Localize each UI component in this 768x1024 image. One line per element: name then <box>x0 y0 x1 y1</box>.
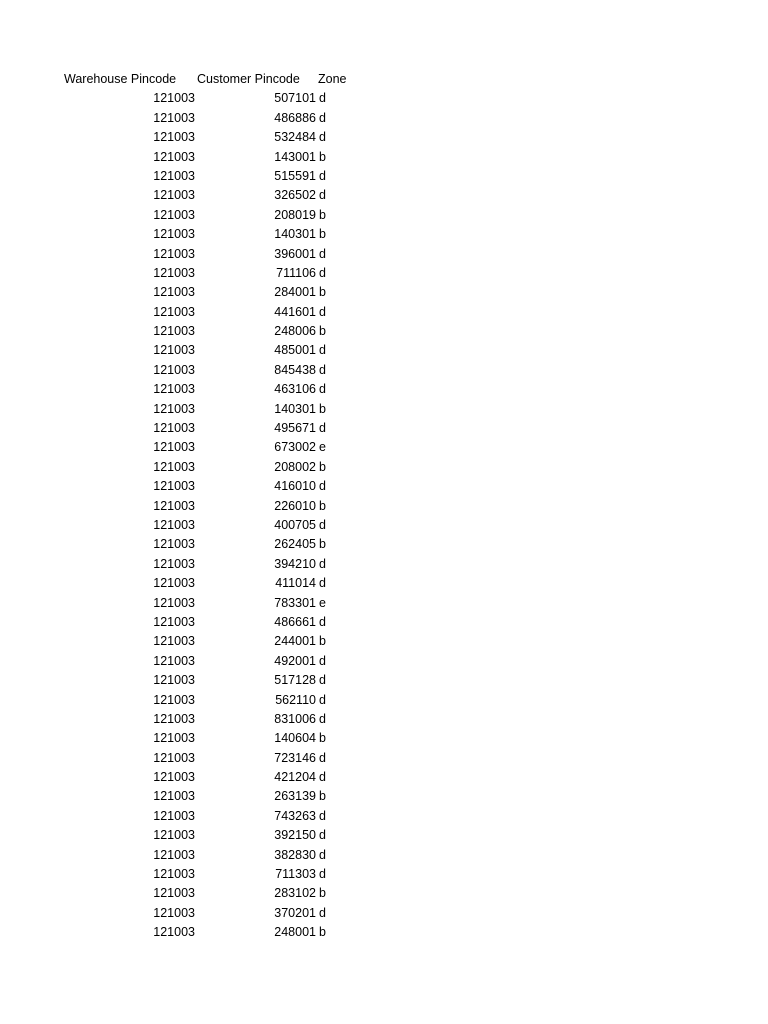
table-row <box>0 923 768 942</box>
table-row <box>0 535 768 554</box>
table-row <box>0 148 768 167</box>
customer-pincode-cell: 532484 <box>274 130 316 145</box>
warehouse-pincode-cell: 121003 <box>153 91 195 106</box>
table-row <box>0 167 768 186</box>
customer-pincode-cell: 517128 <box>274 673 316 688</box>
zone-cell: d <box>319 711 326 726</box>
table-row <box>0 303 768 322</box>
zone-cell: b <box>319 227 326 242</box>
warehouse-pincode-cell: 121003 <box>153 149 195 164</box>
zone-cell: d <box>319 130 326 145</box>
zone-cell: d <box>319 421 326 436</box>
table-row <box>0 419 768 438</box>
zone-cell: d <box>319 653 326 668</box>
zone-cell: b <box>319 925 326 940</box>
warehouse-pincode-cell: 121003 <box>153 905 195 920</box>
zone-cell: d <box>319 188 326 203</box>
table-row <box>0 749 768 768</box>
warehouse-pincode-cell: 121003 <box>153 867 195 882</box>
warehouse-pincode-cell: 121003 <box>153 362 195 377</box>
zone-cell: d <box>319 692 326 707</box>
zone-cell: b <box>319 285 326 300</box>
warehouse-pincode-cell: 121003 <box>153 576 195 591</box>
table-row <box>0 710 768 729</box>
table-row <box>0 477 768 496</box>
table-row <box>0 652 768 671</box>
warehouse-pincode-cell: 121003 <box>153 459 195 474</box>
warehouse-pincode-cell: 121003 <box>153 614 195 629</box>
customer-pincode-cell: 673002 <box>274 440 316 455</box>
customer-pincode-cell: 394210 <box>274 556 316 571</box>
customer-pincode-cell: 831006 <box>274 711 316 726</box>
warehouse-pincode-cell: 121003 <box>153 421 195 436</box>
table-row <box>0 768 768 787</box>
warehouse-pincode-cell: 121003 <box>153 731 195 746</box>
customer-pincode-cell: 392150 <box>274 828 316 843</box>
zone-cell: d <box>319 168 326 183</box>
zone-cell: e <box>319 440 326 455</box>
customer-pincode-cell: 495671 <box>274 421 316 436</box>
customer-pincode-cell: 507101 <box>274 91 316 106</box>
customer-pincode-cell: 783301 <box>274 595 316 610</box>
zone-cell: b <box>319 324 326 339</box>
warehouse-pincode-cell: 121003 <box>153 653 195 668</box>
customer-pincode-cell: 263139 <box>274 789 316 804</box>
customer-pincode-cell: 441601 <box>274 304 316 319</box>
warehouse-pincode-cell: 121003 <box>153 285 195 300</box>
zone-cell: d <box>319 479 326 494</box>
warehouse-pincode-cell: 121003 <box>153 517 195 532</box>
zone-cell: b <box>319 207 326 222</box>
zone-cell: d <box>319 673 326 688</box>
zone-cell: d <box>319 343 326 358</box>
zone-cell: d <box>319 517 326 532</box>
table-row <box>0 89 768 108</box>
warehouse-pincode-cell: 121003 <box>153 886 195 901</box>
table-row <box>0 787 768 806</box>
warehouse-pincode-cell: 121003 <box>153 537 195 552</box>
table-row <box>0 846 768 865</box>
warehouse-pincode-cell: 121003 <box>153 673 195 688</box>
header-customer-pincode: Customer Pincode <box>197 72 300 86</box>
table-row <box>0 671 768 690</box>
warehouse-pincode-cell: 121003 <box>153 789 195 804</box>
customer-pincode-cell: 486661 <box>274 614 316 629</box>
customer-pincode-cell: 140301 <box>274 401 316 416</box>
zone-cell: d <box>319 362 326 377</box>
zone-cell: d <box>319 382 326 397</box>
zone-cell: d <box>319 847 326 862</box>
customer-pincode-cell: 711303 <box>275 867 316 882</box>
customer-pincode-cell: 400705 <box>274 517 316 532</box>
warehouse-pincode-cell: 121003 <box>153 750 195 765</box>
customer-pincode-cell: 416010 <box>274 479 316 494</box>
zone-cell: d <box>319 750 326 765</box>
table-row <box>0 729 768 748</box>
header-warehouse-pincode: Warehouse Pincode <box>64 72 177 86</box>
zone-cell: b <box>319 789 326 804</box>
table-row <box>0 574 768 593</box>
zone-cell: b <box>319 886 326 901</box>
zone-cell: b <box>319 498 326 513</box>
warehouse-pincode-cell: 121003 <box>153 188 195 203</box>
customer-pincode-cell: 140604 <box>274 731 316 746</box>
customer-pincode-cell: 723146 <box>274 750 316 765</box>
table-row <box>0 341 768 360</box>
warehouse-pincode-cell: 121003 <box>153 382 195 397</box>
table-row <box>0 826 768 845</box>
table-row <box>0 458 768 477</box>
warehouse-pincode-cell: 121003 <box>153 207 195 222</box>
customer-pincode-cell: 485001 <box>274 343 316 358</box>
warehouse-pincode-cell: 121003 <box>153 634 195 649</box>
warehouse-pincode-cell: 121003 <box>153 440 195 455</box>
customer-pincode-cell: 562110 <box>275 692 316 707</box>
zone-cell: b <box>319 459 326 474</box>
table-row <box>0 264 768 283</box>
table-row <box>0 594 768 613</box>
zone-cell: b <box>319 537 326 552</box>
customer-pincode-cell: 284001 <box>274 285 316 300</box>
warehouse-pincode-cell: 121003 <box>153 828 195 843</box>
table-row <box>0 322 768 341</box>
customer-pincode-cell: 743263 <box>274 808 316 823</box>
warehouse-pincode-cell: 121003 <box>153 711 195 726</box>
customer-pincode-cell: 326502 <box>274 188 316 203</box>
zone-cell: d <box>319 304 326 319</box>
warehouse-pincode-cell: 121003 <box>153 343 195 358</box>
customer-pincode-cell: 244001 <box>274 634 316 649</box>
zone-cell: b <box>319 634 326 649</box>
table-row <box>0 632 768 651</box>
table-row <box>0 283 768 302</box>
zone-cell: d <box>319 614 326 629</box>
warehouse-pincode-cell: 121003 <box>153 265 195 280</box>
table-row <box>0 400 768 419</box>
zone-cell: b <box>319 149 326 164</box>
customer-pincode-cell: 140301 <box>274 227 316 242</box>
warehouse-pincode-cell: 121003 <box>153 479 195 494</box>
zone-cell: d <box>319 265 326 280</box>
zone-cell: b <box>319 731 326 746</box>
customer-pincode-cell: 486886 <box>274 110 316 125</box>
table-row <box>0 516 768 535</box>
zone-cell: d <box>319 556 326 571</box>
zone-cell: b <box>319 401 326 416</box>
customer-pincode-cell: 421204 <box>274 770 316 785</box>
warehouse-pincode-cell: 121003 <box>153 130 195 145</box>
zone-cell: d <box>319 905 326 920</box>
zone-cell: d <box>319 576 326 591</box>
warehouse-pincode-cell: 121003 <box>153 401 195 416</box>
table-row <box>0 245 768 264</box>
zone-cell: d <box>319 110 326 125</box>
warehouse-pincode-cell: 121003 <box>153 770 195 785</box>
warehouse-pincode-cell: 121003 <box>153 168 195 183</box>
zone-cell: d <box>319 808 326 823</box>
customer-pincode-cell: 711106 <box>276 265 316 280</box>
zone-cell: d <box>319 246 326 261</box>
table-row <box>0 186 768 205</box>
zone-cell: d <box>319 867 326 882</box>
data-rows <box>0 89 768 942</box>
customer-pincode-cell: 208002 <box>274 459 316 474</box>
warehouse-pincode-cell: 121003 <box>153 692 195 707</box>
warehouse-pincode-cell: 121003 <box>153 246 195 261</box>
table-row <box>0 438 768 457</box>
customer-pincode-cell: 143001 <box>274 149 316 164</box>
zone-cell: d <box>319 828 326 843</box>
customer-pincode-cell: 382830 <box>274 847 316 862</box>
warehouse-pincode-cell: 121003 <box>153 808 195 823</box>
customer-pincode-cell: 283102 <box>274 886 316 901</box>
zone-cell: e <box>319 595 326 610</box>
table-row <box>0 691 768 710</box>
customer-pincode-cell: 492001 <box>274 653 316 668</box>
customer-pincode-cell: 370201 <box>274 905 316 920</box>
customer-pincode-cell: 262405 <box>274 537 316 552</box>
table-row <box>0 225 768 244</box>
table-row <box>0 807 768 826</box>
warehouse-pincode-cell: 121003 <box>153 925 195 940</box>
customer-pincode-cell: 463106 <box>274 382 316 397</box>
zone-cell: d <box>319 770 326 785</box>
customer-pincode-cell: 226010 <box>274 498 316 513</box>
warehouse-pincode-cell: 121003 <box>153 110 195 125</box>
table-row <box>0 555 768 574</box>
table-row <box>0 865 768 884</box>
table-row <box>0 109 768 128</box>
table-row <box>0 884 768 903</box>
table-row <box>0 497 768 516</box>
header-zone: Zone <box>318 72 347 86</box>
customer-pincode-cell: 845438 <box>274 362 316 377</box>
customer-pincode-cell: 411014 <box>275 576 316 591</box>
warehouse-pincode-cell: 121003 <box>153 304 195 319</box>
zone-cell: d <box>319 91 326 106</box>
table-row <box>0 904 768 923</box>
customer-pincode-cell: 515591 <box>274 168 316 183</box>
warehouse-pincode-cell: 121003 <box>153 498 195 513</box>
table-row <box>0 361 768 380</box>
header-row <box>0 70 768 89</box>
customer-pincode-cell: 208019 <box>274 207 316 222</box>
table-row <box>0 613 768 632</box>
table-row <box>0 206 768 225</box>
customer-pincode-cell: 248001 <box>274 925 316 940</box>
table-row <box>0 128 768 147</box>
customer-pincode-cell: 396001 <box>274 246 316 261</box>
table-row <box>0 380 768 399</box>
warehouse-pincode-cell: 121003 <box>153 595 195 610</box>
pincode-zone-sheet <box>0 70 768 943</box>
warehouse-pincode-cell: 121003 <box>153 556 195 571</box>
warehouse-pincode-cell: 121003 <box>153 847 195 862</box>
warehouse-pincode-cell: 121003 <box>153 324 195 339</box>
customer-pincode-cell: 248006 <box>274 324 316 339</box>
warehouse-pincode-cell: 121003 <box>153 227 195 242</box>
